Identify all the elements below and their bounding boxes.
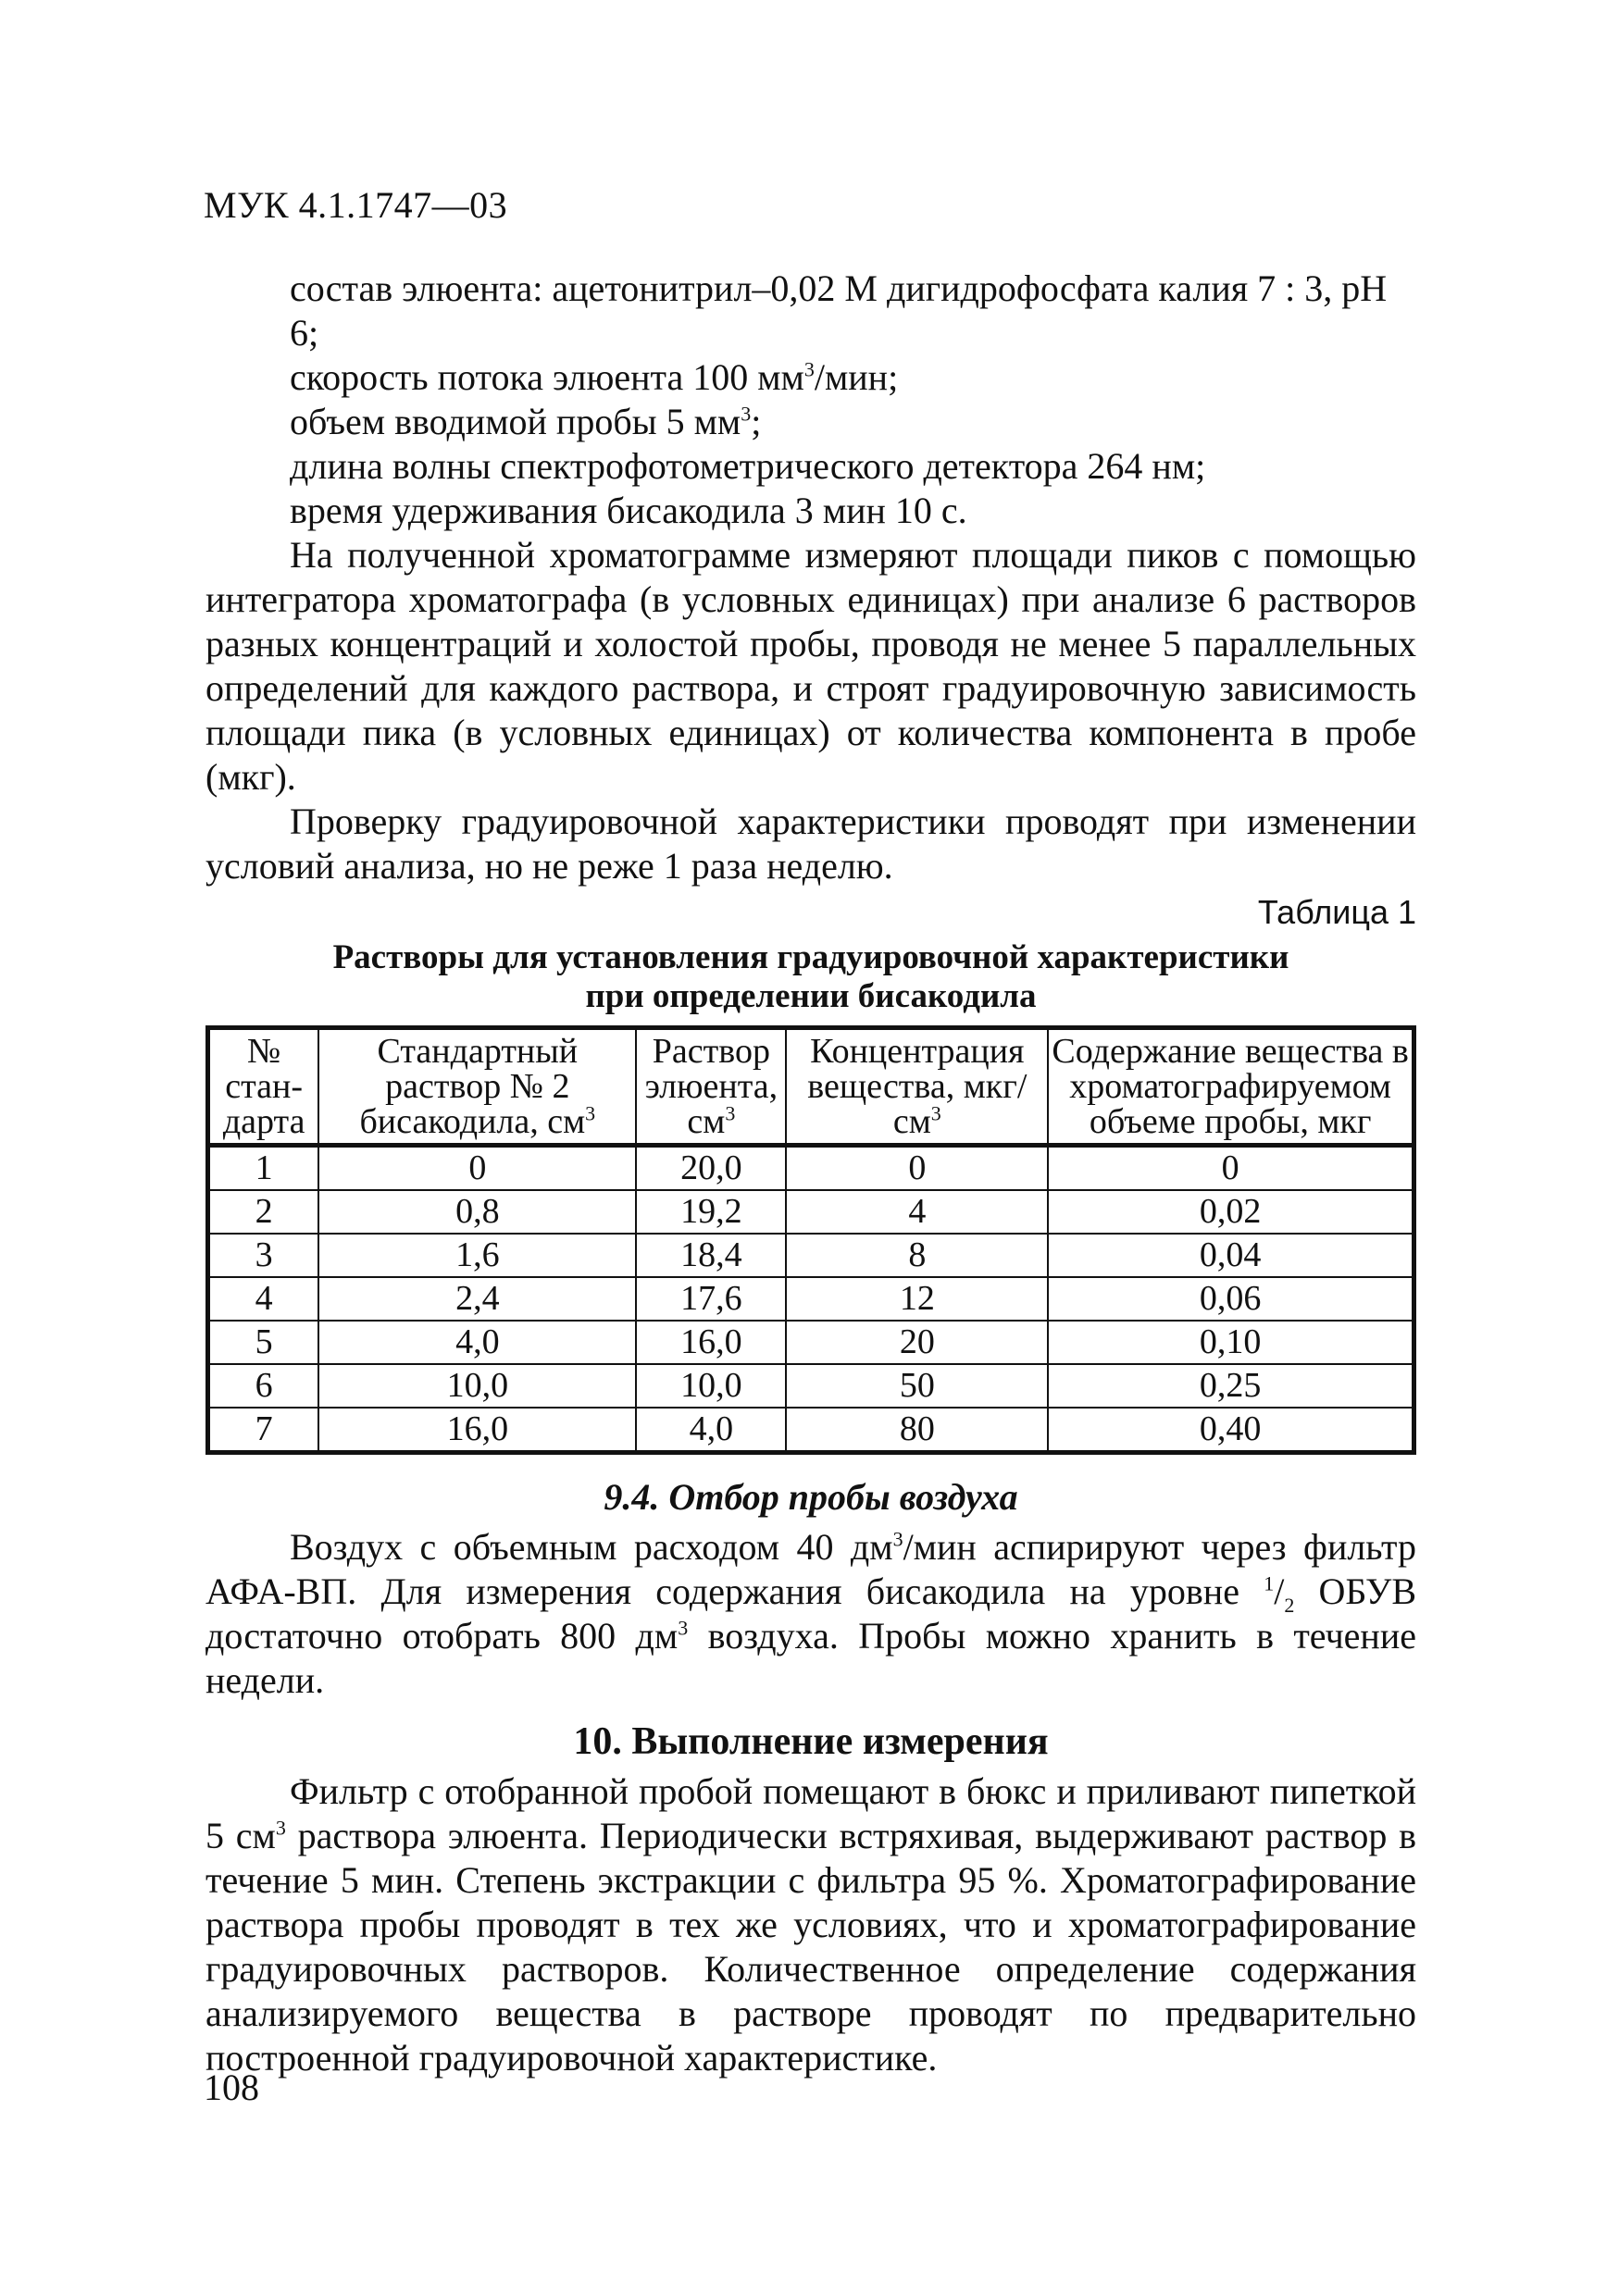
document-code-header: МУК 4.1.1747—03 [204, 184, 508, 226]
table-cell: 2,4 [318, 1277, 636, 1321]
condition-line: скорость потока элюента 100 $мм^3$/мин; [290, 356, 899, 398]
table-cell: 20 [786, 1321, 1048, 1364]
condition-line: длина волны спектрофотометрического детектора 264 нм; [290, 445, 1206, 487]
page-number: 108 [204, 2066, 259, 2108]
table-cell: 17,6 [636, 1277, 786, 1321]
table-cell: 4,0 [636, 1408, 786, 1453]
section-heading-measurement: 10. Выполнение измерения [573, 1720, 1049, 1763]
paragraph-measurement: Фильтр с отобранной пробой помещают в бюкс и приливают пипеткой 5 $см^3$ раствора элюента. Периодически встряхивая, выдерживают раствор в течение 5 мин. Степень экстракции с фильтра 95 %. Хроматографирование раствора пробы проводят в тех же условиях, что и хроматографирование градуировочных растворов. Количественное определение содержания анализируемого вещества в растворе проводят по предварительно построенной градуировочной характеристике. [205, 1770, 1416, 2079]
header-concentration: Концентрация вещества, мкг/$см^3$ [786, 1028, 1048, 1146]
table-row [208, 1234, 1414, 1277]
table-cell: 1 [208, 1146, 319, 1191]
table-cell: 10,0 [636, 1364, 786, 1408]
header-content-in-sample: Содержание вещества в хроматографируемом объеме пробы, мкг [1048, 1028, 1414, 1146]
condition-line: время удерживания бисакодила 3 мин 10 с. [290, 490, 967, 531]
table-row [208, 1364, 1414, 1408]
header-standard-number: № стан-дарта [208, 1028, 319, 1146]
condition-line: состав элюента: ацетонитрил–0,02 М дигидрофосфата калия 7 : 3, рН 6; [290, 267, 1388, 354]
page-content [205, 267, 1416, 2080]
paragraph-calibration-check: Проверку градуировочной характеристики проводят при изменении условий анализа, но не реже 1 раза неделю. [205, 800, 1416, 887]
table-cell: 16,0 [636, 1321, 786, 1364]
table-cell: 2 [208, 1190, 319, 1234]
table-cell: 12 [786, 1277, 1048, 1321]
table-row [208, 1321, 1414, 1364]
paragraph-chromatogram: На полученной хроматограмме измеряют площади пиков с помощью интегратора хроматографа (в условных единицах) при анализе 6 растворов разных концентраций и холостой пробы, проводя не менее 5 параллельных определений для каждого раствора, и строят градуировочную зависимость площади пика (в условных единицах) от количества компонента в пробе (мкг). [205, 534, 1416, 798]
table-cell: 0 [1048, 1146, 1414, 1191]
analysis-conditions [205, 267, 1416, 533]
table-cell: 0 [786, 1146, 1048, 1191]
subsection-heading-air-sampling: 9.4. Отбор пробы воздуха [604, 1476, 1018, 1518]
table-cell: 4,0 [318, 1321, 636, 1364]
table-row [208, 1277, 1414, 1321]
table-label: Таблица 1 [1257, 893, 1416, 931]
table-row [208, 1146, 1414, 1191]
table-cell: 20,0 [636, 1146, 786, 1191]
table-cell: 18,4 [636, 1234, 786, 1277]
condition-line: объем вводимой пробы 5 $мм^3$; [290, 401, 762, 442]
table-cell: 16,0 [318, 1408, 636, 1453]
table-header-row [208, 1028, 1414, 1146]
table-cell: 80 [786, 1408, 1048, 1453]
table-cell: 4 [786, 1190, 1048, 1234]
table-cell: 8 [786, 1234, 1048, 1277]
table-cell: 1,6 [318, 1234, 636, 1277]
header-eluent: Раствор элюента, $см^3$ [636, 1028, 786, 1146]
table-cell: 3 [208, 1234, 319, 1277]
table-cell: 19,2 [636, 1190, 786, 1234]
table-cell: 0,06 [1048, 1277, 1414, 1321]
table-row [208, 1408, 1414, 1453]
table-cell: 7 [208, 1408, 319, 1453]
table-cell: 5 [208, 1321, 319, 1364]
table-cell: 4 [208, 1277, 319, 1321]
table-cell: 6 [208, 1364, 319, 1408]
table-title: Растворы для установления градуировочной характеристики при определении бисакодила [332, 938, 1289, 1015]
calibration-table [205, 1025, 1416, 1455]
paragraph-air-sampling: Воздух с объемным расходом 40 $дм^3$/мин аспирируют через фильтр АФА-ВП. Для измерения содержания бисакодила на уровне $^1/_2$ ОБУВ достаточно отобрать 800 $дм^3$ воздуха. Пробы можно хранить в течение недели. [205, 1526, 1416, 1701]
table-cell: 0,04 [1048, 1234, 1414, 1277]
table-row [208, 1190, 1414, 1234]
header-stock-solution: Стандартный раствор № 2 бисакодила, $см^3$ [318, 1028, 636, 1146]
table-cell: 10,0 [318, 1364, 636, 1408]
table-cell: 0,25 [1048, 1364, 1414, 1408]
table-cell: 0 [318, 1146, 636, 1191]
table-cell: 0,40 [1048, 1408, 1414, 1453]
table-cell: 50 [786, 1364, 1048, 1408]
table-cell: 0,10 [1048, 1321, 1414, 1364]
table-cell: 0,02 [1048, 1190, 1414, 1234]
table-cell: 0,8 [318, 1190, 636, 1234]
